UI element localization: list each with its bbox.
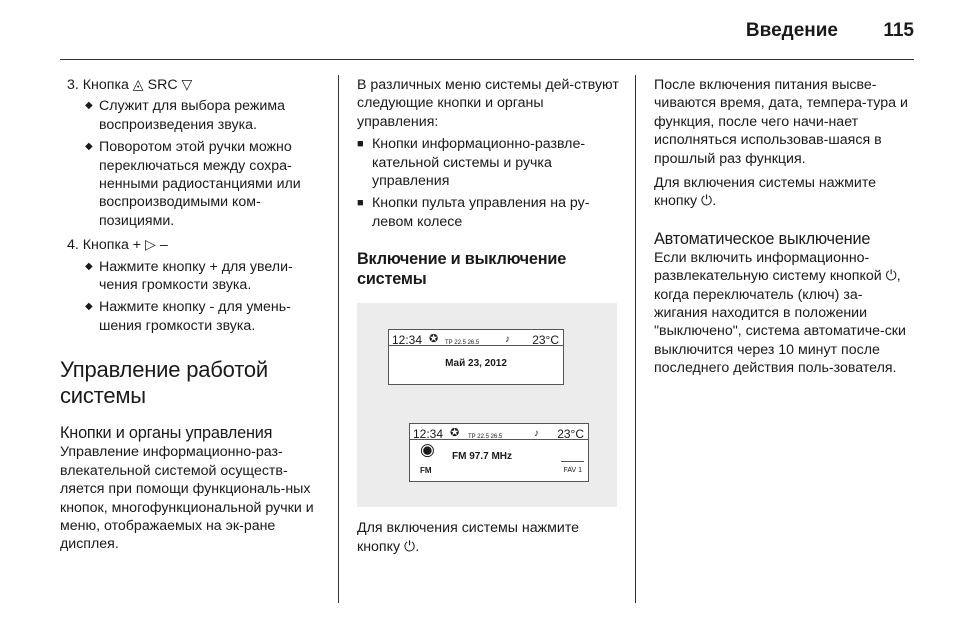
clock: 12:34 [392,333,423,348]
body-paragraph: Управление информационно-раз-влекательной системой осуществ-ляется при помощи функциональ-ных кнопок, многофункциональной ручки и меню, отображаемых на эк-ране дисплея. [60,444,314,553]
clock: 12:34 [413,427,444,442]
bullet-icon: ◆ [85,100,93,112]
square-bullet-icon: ■ [357,138,364,151]
control-item-2 [357,194,622,231]
date-text: Май 23, 2012 [445,358,507,370]
bullet-text: Служит для выбора режима воспроизведения звука. [99,98,285,133]
item-3-label: 3. Кнопка ◬ SRC ▽ [67,77,193,93]
favourites-tab: FAV 1 [561,461,584,480]
control-item-text: Кнопки информационно-развле-кательной системы и ручка управления [372,136,586,190]
display-screen-radio [409,423,589,482]
display-illustration [357,303,617,507]
status-bar [410,424,588,440]
status-bar [389,330,563,346]
settings-icon: ✪ [450,427,460,440]
radio-antenna-icon: ◉ [420,440,435,460]
bluetooth-music-icon: ♪ [534,428,539,440]
bullet-text: Нажмите кнопку - для умень-шения громкости звука. [99,299,291,334]
display-screen-date [388,329,564,385]
section-heading: Управление работой системы [60,357,268,409]
status-indicators: TP 22.5 26.5 [468,434,503,441]
temperature: 23°C [557,427,584,442]
subsection-heading: Включение и выключение системы [357,250,567,289]
body-paragraph: Для включения системы нажмите кнопку ⏻. [357,520,580,555]
bluetooth-music-icon: ♪ [505,334,510,346]
bullet-icon: ◆ [85,301,93,313]
subsection-heading: Автоматическое выключение [654,229,871,248]
body-paragraph: Если включить информационно-развлекательную систему кнопкой ⏻, когда переключатель (ключ) за-жигания находится в положении "выключено", система автоматиче-ски выключится через 10 минут после последнего действия поль-зователя. [654,249,906,377]
header-rule [60,59,914,60]
column-3 [654,76,916,387]
item-4-label: 4. Кнопка + ▷ – [67,237,168,254]
body-paragraph: Для включения системы нажмите кнопку ⏻. [654,175,877,210]
item-4-bullet-2 [60,298,325,335]
status-indicators: TP 22.5 26.5 [445,340,480,347]
item-4-bullet-1 [60,258,325,295]
column-divider-2 [635,75,636,603]
station-text: FM 97.7 MHz [452,451,513,463]
control-item-text: Кнопки пульта управления на ру-левом колесе [372,195,590,230]
item-3-bullet-2 [60,138,325,230]
bullet-text: Поворотом этой ручки можно переключаться между сохра-ненными радиостанциями или воспроизводимыми ком-позициями. [99,139,301,229]
temperature: 23°C [532,333,559,348]
body-paragraph: После включения питания высве-чиваются время, дата, темпера-тура и функция, после чего начи-нает исполняться использовав-шаяся в прошлый раз функция. [654,77,908,167]
column-1 [60,76,325,563]
bullet-icon: ◆ [85,141,93,153]
intro-paragraph: В различных меню системы дей-ствуют следующие кнопки и органы управления: [357,77,619,130]
bullet-text: Нажмите кнопку + для увели-чения громкости звука. [99,258,293,294]
page-number: 115 [883,20,914,41]
band-label: FM [420,466,432,476]
settings-icon: ✪ [429,333,439,346]
column-divider-1 [338,75,339,603]
page-header-title: Введение [745,20,838,41]
item-3-bullet-1 [60,97,325,134]
column-2 [357,76,622,565]
bullet-icon: ◆ [85,260,93,272]
subsection-heading: Кнопки и органы управления [60,424,273,443]
square-bullet-icon: ■ [357,197,364,210]
control-item-1 [357,135,622,190]
